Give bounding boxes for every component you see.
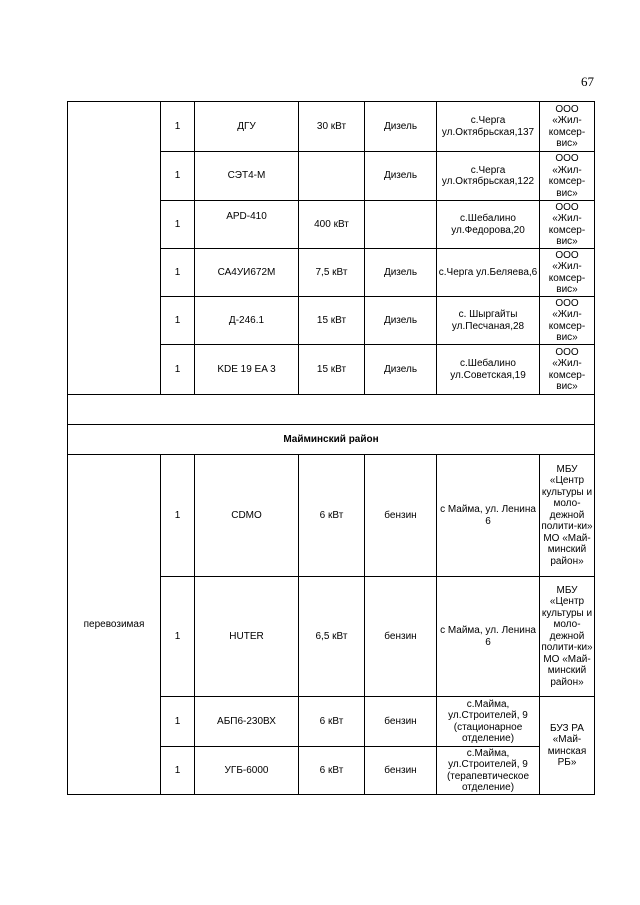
address-cell: с.Майма, ул.Строителей, 9 (терапевтическое отделение) xyxy=(437,747,540,795)
org-cell: ООО «Жил-комсер-вис» xyxy=(540,297,595,345)
org-cell: ООО «Жил-комсер-вис» xyxy=(540,201,595,249)
model-cell: ДГУ xyxy=(195,102,299,152)
qty-cell: 1 xyxy=(161,152,195,201)
model-cell: СА4УИ672М xyxy=(195,249,299,297)
type-cell: перевозимая xyxy=(68,455,161,795)
section-title: Майминский район xyxy=(68,425,595,455)
qty-cell: 1 xyxy=(161,577,195,697)
model-cell: СЭТ4-М xyxy=(195,152,299,201)
address-cell: с.Черга ул.Октябрьская,137 xyxy=(437,102,540,152)
fuel-cell: Дизель xyxy=(365,249,437,297)
power-cell: 400 кВт xyxy=(299,201,365,249)
qty-cell: 1 xyxy=(161,747,195,795)
qty-cell: 1 xyxy=(161,102,195,152)
address-cell: с.Черга ул.Беляева,6 xyxy=(437,249,540,297)
qty-cell: 1 xyxy=(161,455,195,577)
org-cell: ООО «Жил-комсер-вис» xyxy=(540,102,595,152)
model-cell: CDMO xyxy=(195,455,299,577)
qty-cell: 1 xyxy=(161,201,195,249)
org-cell: ООО «Жил-комсер-вис» xyxy=(540,249,595,297)
power-cell xyxy=(299,152,365,201)
power-cell: 7,5 кВт xyxy=(299,249,365,297)
model-cell: АБП6-230ВХ xyxy=(195,697,299,747)
generator-table xyxy=(67,101,595,795)
fuel-cell: бензин xyxy=(365,455,437,577)
power-cell: 6,5 кВт xyxy=(299,577,365,697)
org-cell: МБУ «Центр культуры и моло-дежной полити-ки» МО «Май-минский район» xyxy=(540,455,595,577)
power-cell: 6 кВт xyxy=(299,747,365,795)
org-cell: МБУ «Центр культуры и моло-дежной полити-ки» МО «Май-минский район» xyxy=(540,577,595,697)
qty-cell: 1 xyxy=(161,297,195,345)
fuel-cell: Дизель xyxy=(365,345,437,395)
fuel-cell: Дизель xyxy=(365,152,437,201)
address-cell: с.Черга ул.Октябрьская,122 xyxy=(437,152,540,201)
type-cell xyxy=(68,102,161,395)
fuel-cell: Дизель xyxy=(365,102,437,152)
model-cell: KDE 19 EA 3 xyxy=(195,345,299,395)
model-cell: Д-246.1 xyxy=(195,297,299,345)
org-cell: БУЗ РА «Май-минская РБ» xyxy=(540,697,595,795)
model-cell: УГБ-6000 xyxy=(195,747,299,795)
power-cell: 6 кВт xyxy=(299,697,365,747)
fuel-cell xyxy=(365,201,437,249)
fuel-cell: бензин xyxy=(365,577,437,697)
table-row xyxy=(68,455,595,577)
qty-cell: 1 xyxy=(161,697,195,747)
address-cell: с.Шебалино ул.Советская,19 xyxy=(437,345,540,395)
power-cell: 15 кВт xyxy=(299,297,365,345)
address-cell: с.Шебалино ул.Федорова,20 xyxy=(437,201,540,249)
org-cell: ООО «Жил-комсер-вис» xyxy=(540,152,595,201)
fuel-cell: бензин xyxy=(365,747,437,795)
fuel-cell: Дизель xyxy=(365,297,437,345)
power-cell: 15 кВт xyxy=(299,345,365,395)
table-row xyxy=(68,102,595,152)
qty-cell: 1 xyxy=(161,345,195,395)
power-cell: 30 кВт xyxy=(299,102,365,152)
address-cell: с Майма, ул. Ленина 6 xyxy=(437,577,540,697)
empty-cell xyxy=(68,395,595,425)
address-cell: с Майма, ул. Ленина 6 xyxy=(437,455,540,577)
model-cell: HUTER xyxy=(195,577,299,697)
org-cell: ООО «Жил-комсер-вис» xyxy=(540,345,595,395)
fuel-cell: бензин xyxy=(365,697,437,747)
section-row xyxy=(68,425,595,455)
qty-cell: 1 xyxy=(161,249,195,297)
power-cell: 6 кВт xyxy=(299,455,365,577)
empty-row xyxy=(68,395,595,425)
address-cell: с.Майма, ул.Строителей, 9 (стационарное отделение) xyxy=(437,697,540,747)
address-cell: с. Шыргайты ул.Песчаная,28 xyxy=(437,297,540,345)
model-cell: APD-410 xyxy=(195,201,299,249)
page-number: 67 xyxy=(581,74,594,89)
